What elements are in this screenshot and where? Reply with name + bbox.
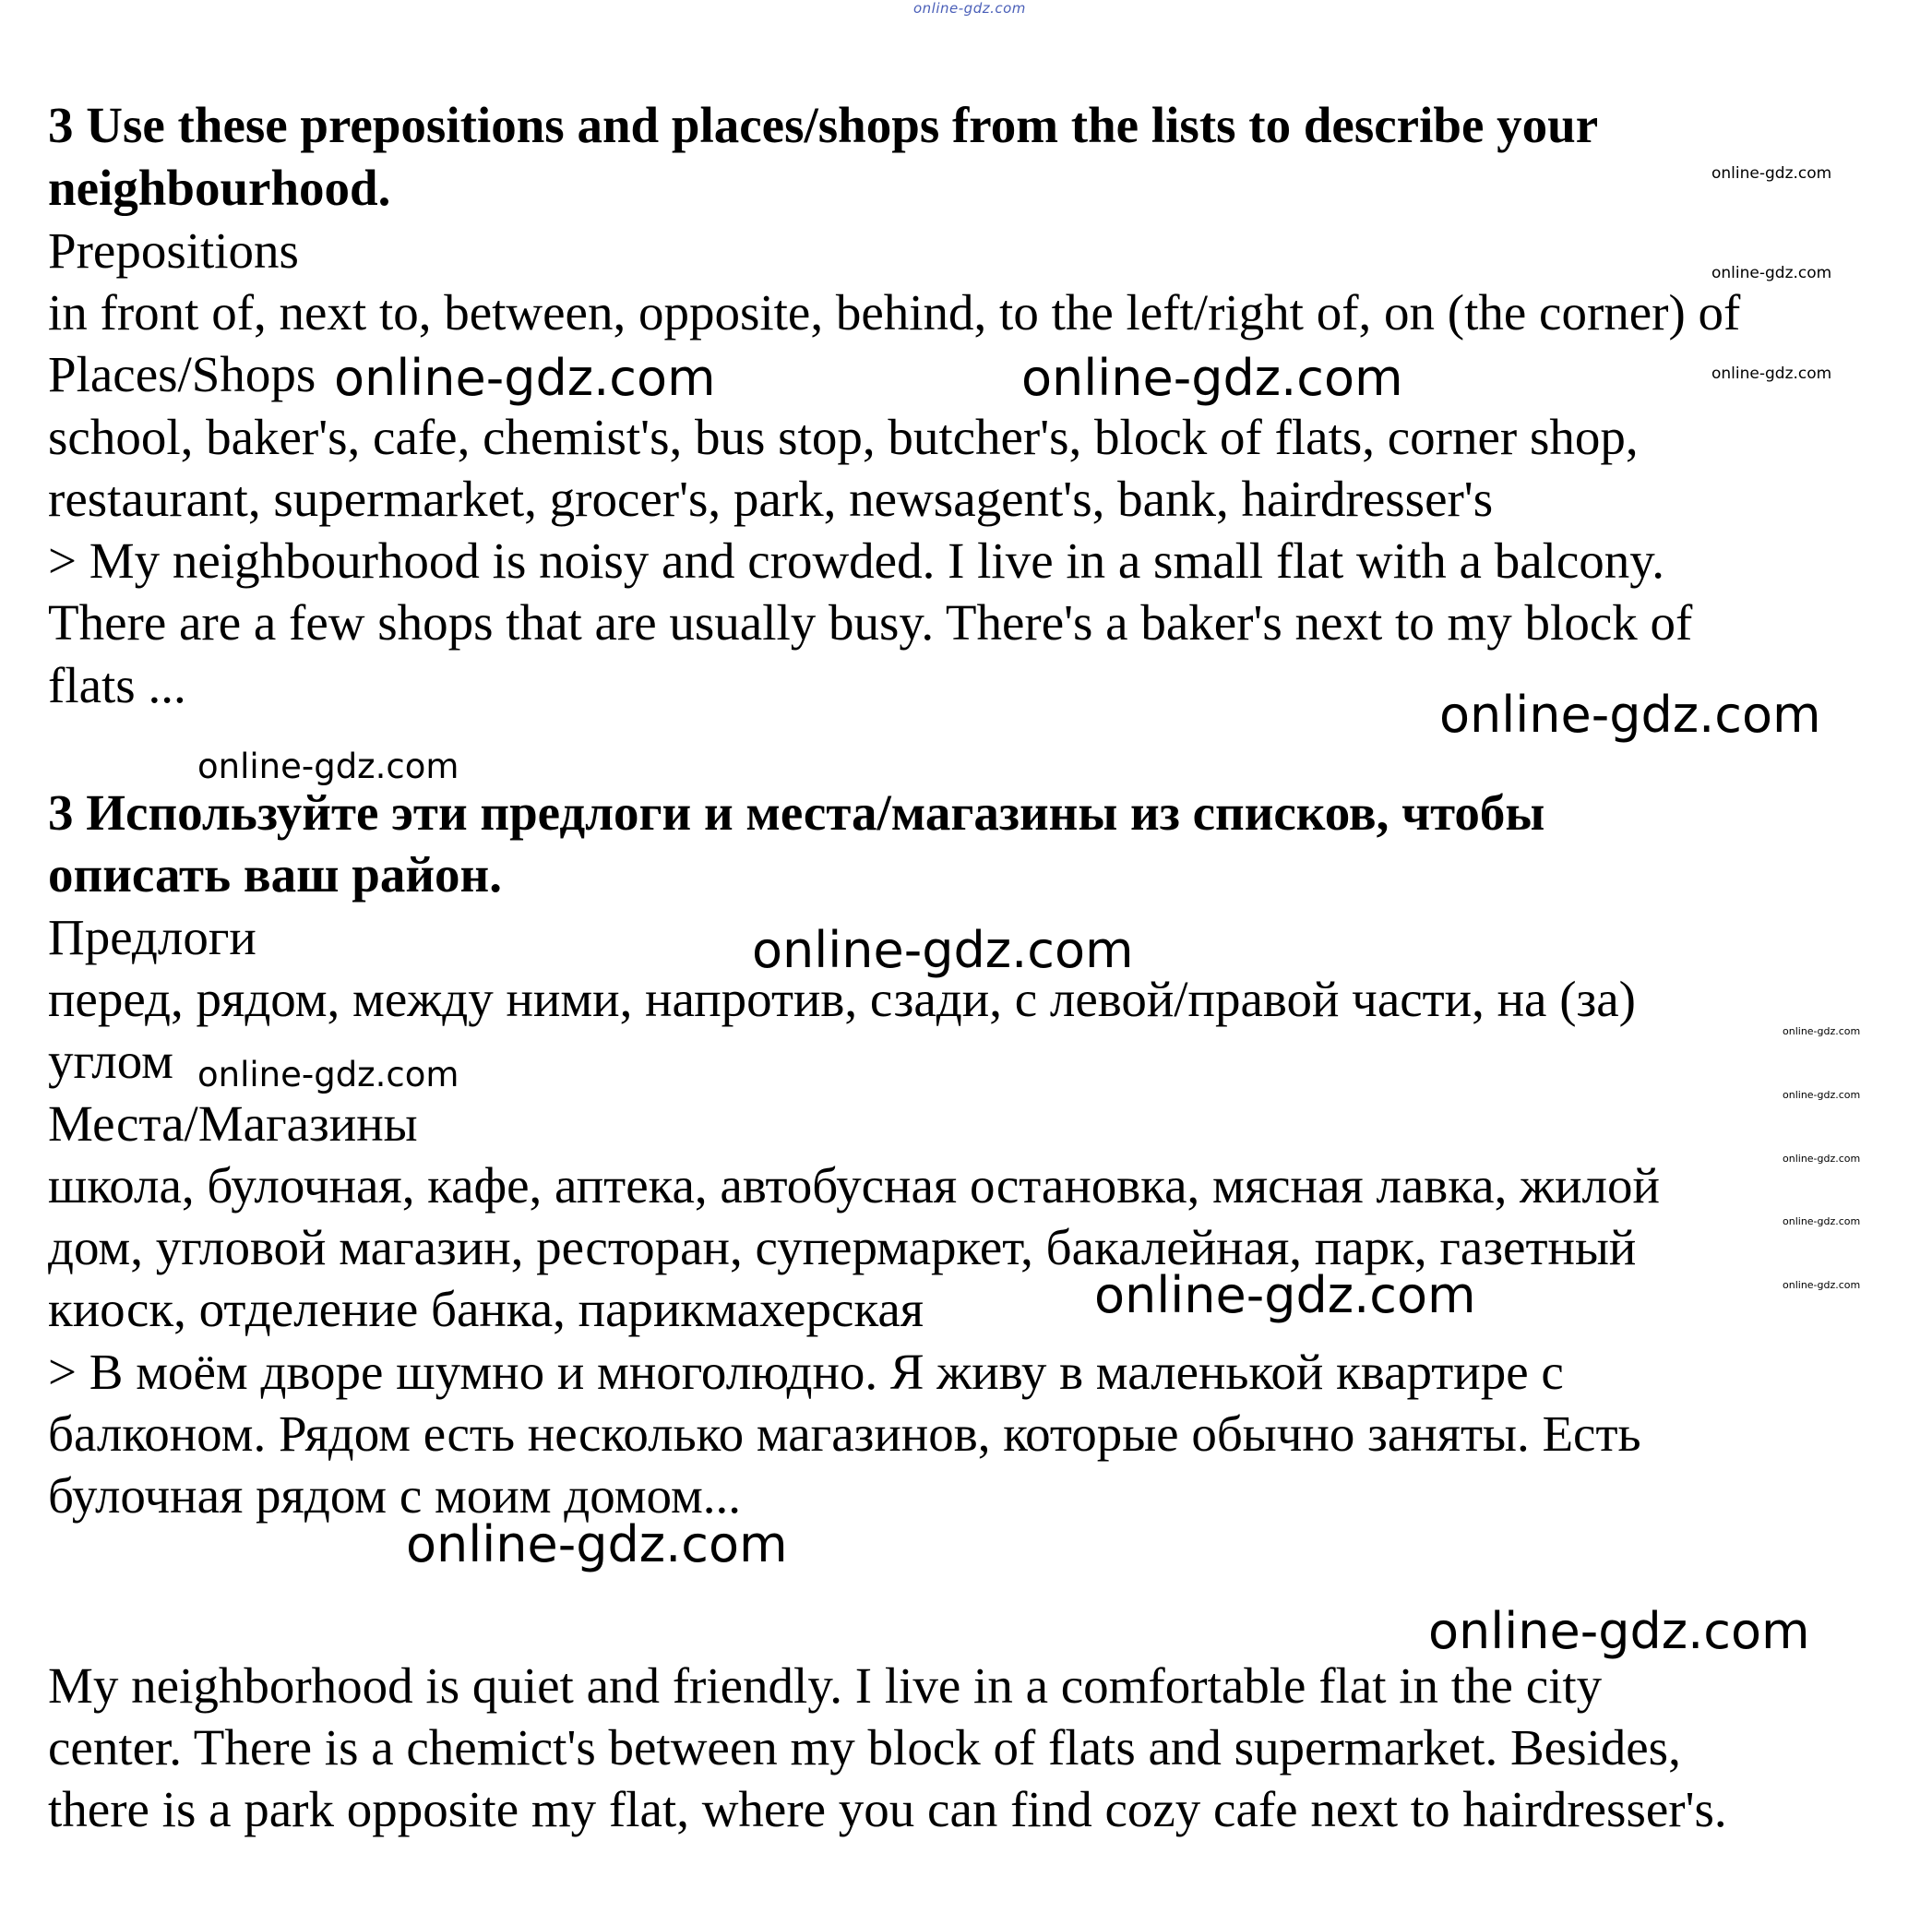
answer-line2: center. There is a chemict's between my block of flats and supermarket. Besides, — [48, 1719, 1681, 1776]
watermark: online-gdz.com — [197, 1055, 459, 1094]
watermark: online-gdz.com — [752, 921, 1134, 979]
english-example-line3: flats ... — [48, 657, 186, 713]
english-places-line2: restaurant, supermarket, grocer's, park, newsagent's, bank, hairdresser's — [48, 471, 1494, 527]
watermark: online-gdz.com — [1711, 164, 1832, 183]
answer-line3: there is a park opposite my flat, where you can find cozy cafe next to hairdresser's. — [48, 1781, 1727, 1837]
watermark: online-gdz.com — [1428, 1602, 1810, 1660]
watermark: online-gdz.com — [1783, 1025, 1861, 1037]
watermark: online-gdz.com — [1783, 1153, 1861, 1165]
watermark: online-gdz.com — [1094, 1266, 1476, 1324]
english-heading-line1: 3 Use these prepositions and places/shops from the lists to describe your — [48, 97, 1599, 153]
watermark: online-gdz.com — [1439, 686, 1821, 744]
russian-example-line1: > В моём дворе шумно и многолюдно. Я живу в маленькой квартире с — [48, 1344, 1564, 1400]
russian-example-line3: булочная рядом с моим домом... — [48, 1467, 742, 1524]
english-places-line1: school, baker's, cafe, chemist's, bus stop, butcher's, block of flats, corner shop, — [48, 409, 1639, 465]
russian-example-line2: балконом. Рядом есть несколько магазинов, которые обычно заняты. Есть — [48, 1405, 1641, 1462]
watermark: online-gdz.com — [1021, 349, 1403, 407]
answer-line1: My neighborhood is quiet and friendly. I live in a comfortable flat in the city — [48, 1657, 1603, 1714]
english-example-line2: There are a few shops that are usually busy. There's a baker's next to my block of — [48, 594, 1693, 651]
watermark: online-gdz.com — [1711, 365, 1832, 383]
watermark: online-gdz.com — [1783, 1089, 1861, 1101]
top-watermark: online-gdz.com — [913, 0, 1026, 17]
russian-prepositions-line2: углом — [48, 1033, 173, 1089]
russian-prepositions-label: Предлоги — [48, 909, 256, 965]
russian-heading-line1: 3 Используйте эти предлоги и места/магазины из списков, чтобы — [48, 784, 1545, 841]
english-example-line1: > My neighbourhood is noisy and crowded. I live in a small flat with a balcony. — [48, 532, 1664, 589]
russian-places-line1: школа, булочная, кафе, аптека, автобусная остановка, мясная лавка, жилой — [48, 1157, 1660, 1214]
watermark: online-gdz.com — [334, 349, 716, 407]
watermark: online-gdz.com — [1783, 1279, 1861, 1291]
watermark: online-gdz.com — [197, 747, 459, 786]
russian-places-label: Места/Магазины — [48, 1095, 418, 1152]
russian-places-line3: киоск, отделение банка, парикмахерская — [48, 1281, 924, 1337]
english-prepositions-label: Prepositions — [48, 222, 299, 279]
english-places-label: Places/Shops — [48, 346, 316, 402]
english-heading-line2: neighbourhood. — [48, 160, 391, 216]
english-prepositions-list: in front of, next to, between, opposite, behind, to the left/right of, on (the corner) of — [48, 284, 1741, 341]
russian-places-line2: дом, угловой магазин, ресторан, супермаркет, бакалейная, парк, газетный — [48, 1219, 1637, 1275]
watermark: online-gdz.com — [1783, 1215, 1861, 1227]
watermark: online-gdz.com — [406, 1515, 788, 1573]
russian-prepositions-line1: перед, рядом, между ними, напротив, сзади, с левой/правой части, на (за) — [48, 971, 1636, 1027]
russian-heading-line2: описать ваш район. — [48, 846, 502, 903]
watermark: online-gdz.com — [1711, 264, 1832, 282]
